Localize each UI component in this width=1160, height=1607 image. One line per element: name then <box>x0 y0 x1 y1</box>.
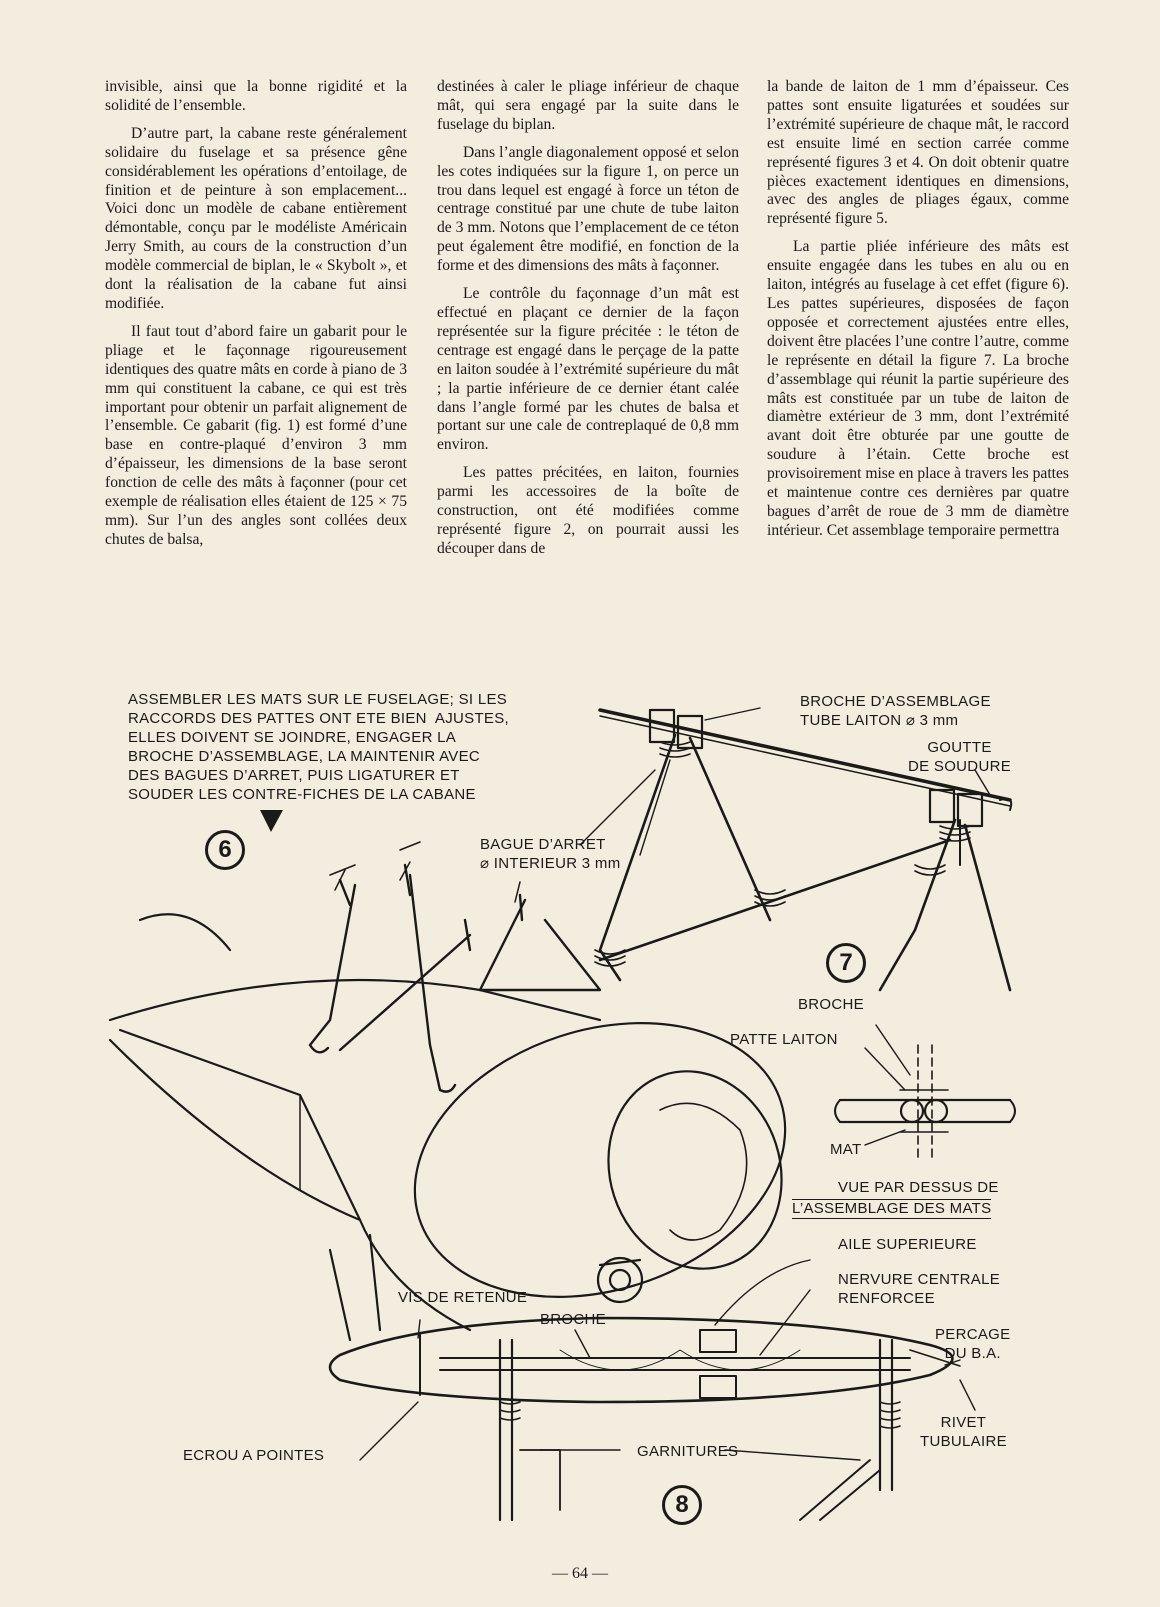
label-vue-line-2: L’ASSEMBLAGE DES MATS <box>792 1200 992 1217</box>
figure-number-7: 7 <box>826 943 866 983</box>
label-bague-arret: BAGUE D’ARRET ⌀ INTERIEUR 3 mm <box>480 836 621 872</box>
paragraph: Il faut tout d’abord faire un gabarit pour le pliage et le façonnage rigoureusement identiques des quatre mâts en corde à piano de 3 mm qui constituent la cabane, ce qui est très important pour obtenir un parfait alignement de l’ensemble. Ce gabarit (fig. 1) est formé d’une base en contre-plaqué d’environ 3 mm d’épaisseur, les dimensions de la base seront fonction de celle des mâts à façonner (pour cet exemple de réalisation elles étaient de 125 × 75 mm). Sur l’un des angles sont collées deux chutes de balsa, <box>105 322 407 548</box>
label-nervure-centrale: NERVURE CENTRALE RENFORCEE <box>838 1271 1001 1307</box>
paragraph: La partie pliée inférieure des mâts est ensuite engagée dans les tubes en alu ou en laiton, intégrés au fuselage à cet effet (figure 6). Les pattes supérieures, disposées de façon opposée et correctement ajustées entre elles, doivent être placées l’une contre l’autre, comme le représente en détail la figure 7. La broche d’assemblage qui réunit la partie supérieure des mâts est constituée par un tube de laiton de diamètre extérieur de 3 mm, dont l’extrémité avant doit être obturée par une goutte de soudure à l’étain. Cette broche est provisoirement mise en place à travers les pattes et maintenue contre ces dernières par quatre bagues d’arrêt de roue de 3 mm de diamètre intérieur. Cet assemblage temporaire permettra <box>767 238 1069 539</box>
figure-number-6: 6 <box>205 830 245 870</box>
fig6-struts <box>310 862 600 1092</box>
text-column-2 <box>437 78 739 568</box>
text-column-1 <box>105 78 407 559</box>
paragraph: Dans l’angle diagonalement opposé et selon les cotes indiquées sur la figure 1, on perce un trou dans lequel est engagé à force un téton de centrage constitué par une chute de tube laiton de 3 mm. Notons que l’emplacement de ce téton peut également être modifié, en fonction de la forme et des dimensions des mâts à façonner. <box>437 143 739 275</box>
label-rivet-tubulaire: RIVET TUBULAIRE <box>920 1414 1007 1450</box>
label-patte-laiton: PATTE LAITON <box>730 1031 838 1048</box>
label-goutte-soudure: GOUTTE DE SOUDURE <box>908 739 1012 775</box>
label-aile-superieure: AILE SUPERIEURE <box>838 1236 977 1253</box>
paragraph: Les pattes précitées, en laiton, fournies parmi les accessoires de la boîte de construction, ont été modifiées comme représenté figure 2, on pourrait aussi les découper dans de <box>437 464 739 557</box>
fig6-instructions: ASSEMBLER LES MATS SUR LE FUSELAGE; SI LES RACCORDS DES PATTES ONT ETE BIEN AJUSTES, ELLES DOIVENT SE JOINDRE, ENGAGER LA BROCHE D’ASSEMBLAGE, LA MAINTENIR AVEC DES BAGUES D’ARRET, PUIS LIGATURER ET SOUDER LES CONTRE-FICHES DE LA CABANE <box>128 691 510 803</box>
label-broche: BROCHE <box>798 996 864 1013</box>
paragraph: invisible, ainsi que la bonne rigidité et la solidité de l’ensemble. <box>105 78 407 114</box>
paragraph: destinées à caler le pliage inférieur de chaque mât, qui sera engagé par la suite dans le fuselage du biplan. <box>437 78 739 133</box>
label-broche-assemblage: BROCHE D’ASSEMBLAGE TUBE LAITON ⌀ 3 mm <box>800 693 991 729</box>
fig6-fuselage <box>110 914 821 1342</box>
figure-number-8: 8 <box>662 1485 702 1525</box>
paragraph: la bande de laiton de 1 mm d’épaisseur. Ces pattes sont ensuite ligaturées et soudées sur l’extrémité supérieure de chaque mât, le raccord est ensuite limé en section carrée comme représenté figures 3 et 4. On doit obtenir quatre pièces exactement identiques en dimensions, avec des angles de pliages égaux, comme représenté figure 5. <box>767 78 1069 228</box>
label-vue-line-1: VUE PAR DESSUS DE <box>838 1179 999 1196</box>
label-broche-wing: BROCHE <box>540 1311 606 1328</box>
paragraph: Le contrôle du façonnage d’un mât est effectué en plaçant ce dernier de la façon représentée sur la figure précitée : le téton de centrage est engagé dans le perçage de la patte en laiton soudée à l’extrémité supérieure du mât ; la partie inférieure de ce dernier étant calée dans l’angle formé par les chutes de balsa et portant sur une cale de contreplaqué de 0,8 mm environ. <box>437 285 739 454</box>
arrow-marker <box>260 810 283 832</box>
paragraph: D’autre part, la cabane reste généralement solidaire du fuselage et sa présence gêne considérablement les opérations d’entoilage, de finition et de peinture à son emplacement... Voici donc un modèle de cabane entièrement démontable, conçu par le modéliste Américain Jerry Smith, au cours de la construction d’un modèle commercial de biplan, le « Skybolt », et dont la réalisation de la cabane fut ainsi modifiée. <box>105 124 407 312</box>
label-garnitures: GARNITURES <box>637 1443 739 1460</box>
technical-illustration <box>0 690 1160 1560</box>
label-percage-ba: PERCAGE DU B.A. <box>935 1326 1011 1362</box>
label-vis-retenue: VIS DE RETENUE <box>398 1289 528 1306</box>
fig8-wing-section <box>330 1318 960 1520</box>
top-view-assembly <box>835 1025 1015 1160</box>
label-mat: MAT <box>830 1141 862 1158</box>
text-column-3 <box>767 78 1069 550</box>
page-number: — 64 — <box>552 1565 608 1582</box>
label-ecrou-pointes: ECROU A POINTES <box>183 1447 325 1464</box>
